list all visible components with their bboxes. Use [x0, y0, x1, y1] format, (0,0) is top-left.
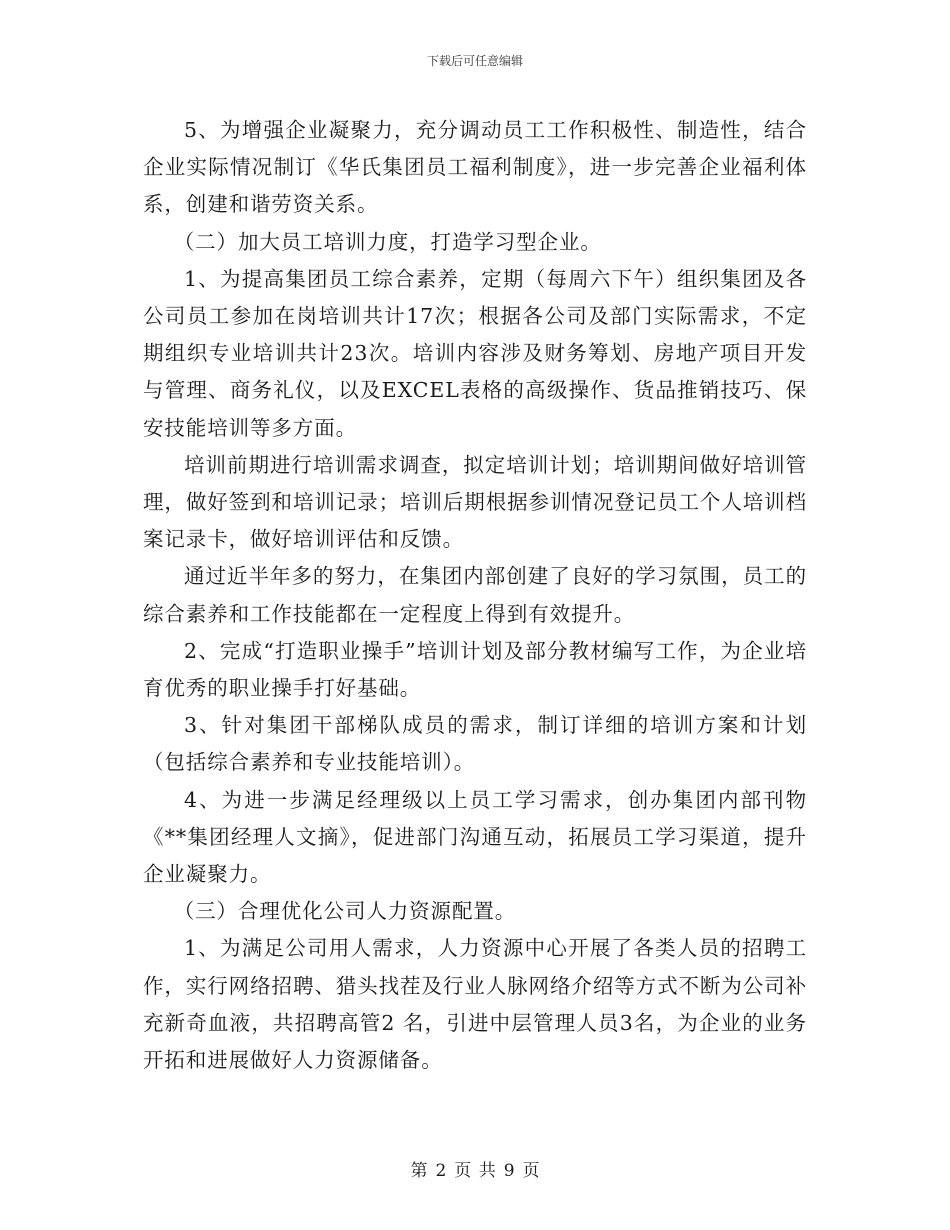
document-body [143, 112, 807, 1079]
paragraph-training-sessions: 1、为提高集团员工综合素养，定期（每周六下午）组织集团及各公司员工参加在岗培训共计17次；根据各公司及部门实际需求，不定期组织专业培训共计23次。培训内容涉及财务筹划、房地产项目开发与管理、商务礼仪，以及EXCEL表格的高级操作、货品推销技巧、保安技能培训等多方面。 [143, 266, 807, 440]
section-heading-hr-allocation: （三）合理优化公司人力资源配置。 [173, 899, 517, 924]
footer-prefix: 第 [410, 1161, 428, 1181]
paragraph-internal-journal: 4、为进一步满足经理级以上员工学习需求，创办集团内部刊物《**集团经理人文摘》，促进部门沟通互动，拓展员工学习渠道，提升企业凝聚力。 [143, 787, 807, 887]
paragraph-professional-plan: 2、完成“打造职业操手”培训计划及部分教材编写工作，为企业培育优秀的职业操手打好基础。 [143, 638, 807, 701]
page-footer [0, 1156, 950, 1181]
paragraph-recruitment: 1、为满足公司用人需求，人力资源中心开展了各类人员的招聘工作，实行网络招聘、猎头找茬及行业人脉网络介绍等方式不断为公司补充新奇血液，共招聘高管2 名，引进中层管理人员3名，为企业的业务开拓和进展做好人力资源储备。 [143, 936, 807, 1073]
paragraph-training-process: 培训前期进行培训需求调查，拟定培训计划；培训期间做好培训管理，做好签到和培训记录；培训后期根据参训情况登记员工个人培训档案记录卡，做好培训评估和反馈。 [143, 452, 807, 552]
section-heading-training: （二）加大员工培训力度，打造学习型企业。 [173, 229, 602, 254]
page-header-note: 下载后可任意编辑 [426, 54, 523, 68]
footer-middle: 页 共 [454, 1161, 496, 1181]
paragraph-training-results: 通过近半年多的努力，在集团内部创建了良好的学习氛围，员工的综合素养和工作技能都在一定程度上得到有效提升。 [143, 564, 807, 626]
paragraph-welfare-system: 5、为增强企业凝聚力，充分调动员工工作积极性、制造性，结合企业实际情况制订《华氏集团员工福利制度》，进一步完善企业福利体系，创建和谐劳资关系。 [143, 118, 807, 217]
footer-suffix: 页 [522, 1161, 540, 1181]
footer-current-page: 2 [435, 1161, 447, 1181]
paragraph-cadre-training: 3、针对集团干部梯队成员的需求，制订详细的培训方案和计划（包括综合素养和专业技能培训）。 [143, 713, 807, 775]
footer-total-pages: 9 [503, 1161, 515, 1181]
